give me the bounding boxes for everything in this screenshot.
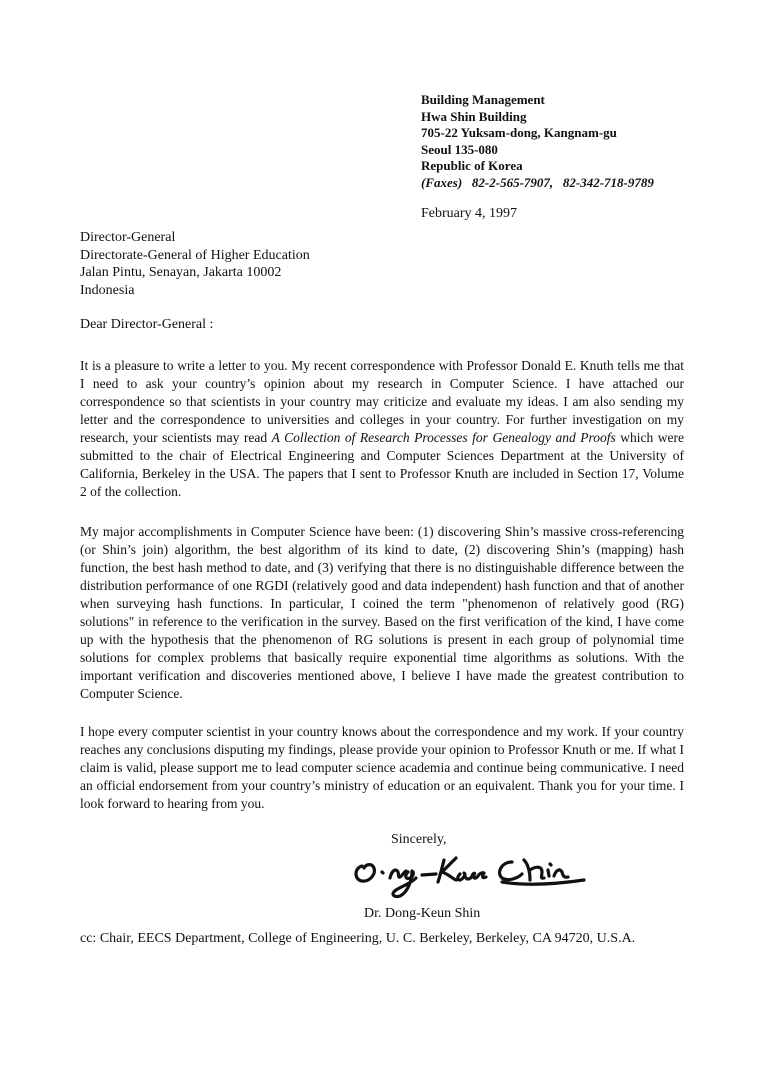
cc-line: cc: Chair, EECS Department, College of Engineering, U. C. Berkeley, Berkeley, CA 94720, U.S.A.	[80, 931, 636, 946]
recipient-street: Jalan Pintu, Senayan, Jakarta 10002	[80, 265, 282, 280]
closing: Sincerely,	[391, 832, 447, 847]
sender-faxes: (Faxes) 82-2-565-7907, 82-342-718-9789	[421, 174, 654, 190]
paragraph-1-text-b: which were submitted to the chair of Electrical Engineering and Computer Sciences Department at the University of California, Berkeley in the USA. The papers that I sent to Professor Knuth are included in Section 17, Volume 2 of the collection.	[80, 430, 684, 499]
body-paragraph-2: My major accomplishments in Computer Science have been: (1) discovering Shin’s massive cross-referencing (or Shin’s join) algorithm, the best algorithm of its kind to date, (2) discovering Shin’s (mapping) hash function, the best hash method to date, and (3) verifying that there is no distinguishable difference between the distribution performance of one RGDI (relatively good and data independent) hash function and that of another when surveying hash functions. In particular, I coined the term "phenomenon of relatively good (RG) solutions" in reference to the verification in the survey. Based on the first verification of the kind, I have come up with the hypothesis that the phenomenon of RG solutions is present in each group of polynomial time solutions for complex problems that basically require exponential time algorithms as solutions. With the important verification and discoveries mentioned above, I believe I have made the greatest contribution to Computer Science.	[80, 524, 684, 701]
sender-country: Republic of Korea	[421, 158, 523, 173]
sender-address	[421, 92, 654, 191]
recipient-country: Indonesia	[80, 282, 135, 298]
sender-street: 705-22 Yuksam-dong, Kangnam-gu	[421, 125, 617, 140]
recipient-org: Directorate-General of Higher Education	[80, 247, 310, 263]
recipient-address	[80, 229, 310, 299]
letter-date: February 4, 1997	[421, 206, 518, 221]
paragraph-1-text-a: It is a pleasure to write a letter to you. My recent correspondence with Professor Donald E. Knuth tells me that I need to ask your country’s opinion about my research in Computer Science. I have attached our correspondence so that scientists in your country may criticize and evaluate my ideas. I am also sending my letter and the correspondence to universities and colleges in your country. For further investigation on my research, your scientists may read	[80, 358, 684, 445]
salutation: Dear Director-General :	[80, 317, 214, 332]
sender-building: Hwa Shin Building	[421, 108, 527, 124]
signer-name: Dr. Dong-Keun Shin	[364, 906, 481, 921]
handwritten-signature	[352, 848, 612, 900]
sender-city: Seoul 135-080	[421, 141, 498, 157]
collection-title: A Collection of Research Processes for Genealogy and Proofs	[271, 430, 616, 445]
recipient-title: Director-General	[80, 230, 176, 245]
sender-org: Building Management	[421, 92, 545, 107]
body-paragraph-1	[80, 357, 684, 501]
body-paragraph-3: I hope every computer scientist in your country knows about the correspondence and my work. If your country reaches any conclusions disputing my findings, please provide your opinion to Professor Knuth or me. If what I claim is valid, please support me to lead computer science academia and continue being communicative. I need an official endorsement from your country’s ministry of education or an equivalent. Thank you for your time. I look forward to hearing from you.	[80, 724, 684, 811]
